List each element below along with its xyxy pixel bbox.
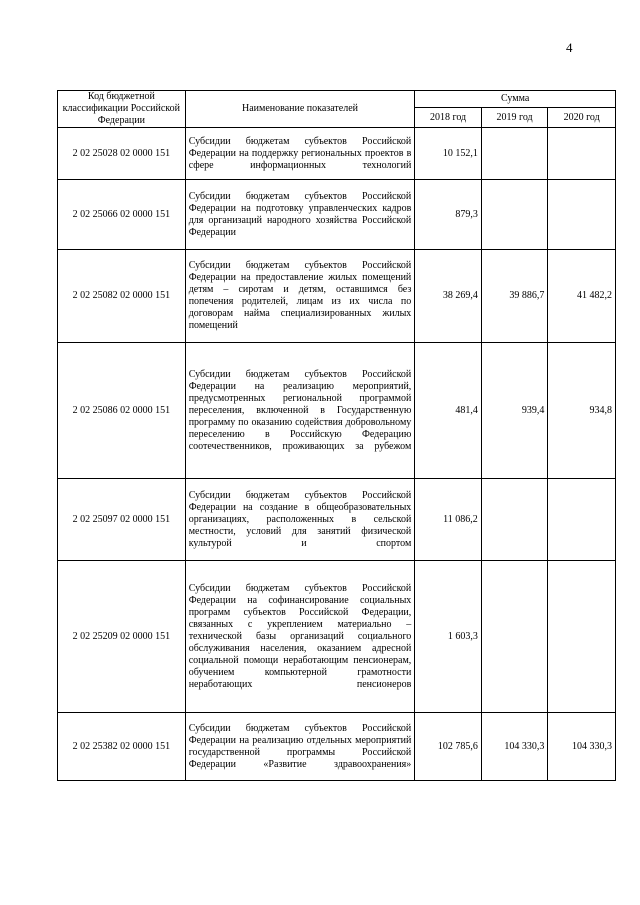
row-code: 2 02 25209 02 0000 151 xyxy=(58,561,186,713)
row-value-2020 xyxy=(548,180,616,250)
table-row xyxy=(58,713,616,781)
row-value-2018: 1 603,3 xyxy=(415,561,482,713)
row-value-2020: 41 482,2 xyxy=(548,250,616,343)
row-value-2019 xyxy=(481,128,548,180)
header-2018: 2018 год xyxy=(415,108,482,128)
header-sum: Сумма xyxy=(415,91,616,108)
row-value-2020: 934,8 xyxy=(548,343,616,479)
row-code: 2 02 25066 02 0000 151 xyxy=(58,180,186,250)
row-code: 2 02 25382 02 0000 151 xyxy=(58,713,186,781)
row-name: Субсидии бюджетам субъектов Российской Федерации на реализацию отдельных мероприятий государственной программы Российской Федерации «Развитие здравоохранения» xyxy=(185,713,415,781)
row-value-2018: 879,3 xyxy=(415,180,482,250)
row-code: 2 02 25082 02 0000 151 xyxy=(58,250,186,343)
row-value-2020 xyxy=(548,561,616,713)
header-2019: 2019 год xyxy=(481,108,548,128)
row-value-2019 xyxy=(481,479,548,561)
row-name: Субсидии бюджетам субъектов Российской Федерации на подготовку управленческих кадров для организаций народного хозяйства Российской Федерации xyxy=(185,180,415,250)
row-value-2019: 39 886,7 xyxy=(481,250,548,343)
table-row xyxy=(58,128,616,180)
row-value-2018: 481,4 xyxy=(415,343,482,479)
table-row xyxy=(58,479,616,561)
table-row xyxy=(58,180,616,250)
row-code: 2 02 25028 02 0000 151 xyxy=(58,128,186,180)
row-value-2020 xyxy=(548,479,616,561)
header-2020: 2020 год xyxy=(548,108,616,128)
table-row xyxy=(58,561,616,713)
row-value-2019: 104 330,3 xyxy=(481,713,548,781)
row-name: Субсидии бюджетам субъектов Российской Федерации на поддержку региональных проектов в сфере информационных технологий xyxy=(185,128,415,180)
row-code: 2 02 25097 02 0000 151 xyxy=(58,479,186,561)
row-value-2018: 10 152,1 xyxy=(415,128,482,180)
header-code: Код бюджетной классификации Российской Федерации xyxy=(58,91,186,128)
row-value-2019 xyxy=(481,561,548,713)
row-value-2018: 102 785,6 xyxy=(415,713,482,781)
row-name: Субсидии бюджетам субъектов Российской Федерации на создание в общеобразовательных организациях, расположенных в сельской местности, условий для занятий физической культурой и спортом xyxy=(185,479,415,561)
row-value-2018: 38 269,4 xyxy=(415,250,482,343)
row-value-2019: 939,4 xyxy=(481,343,548,479)
row-name: Субсидии бюджетам субъектов Российской Федерации на софинансирование социальных программ субъектов Российской Федерации, связанных с укреплением материально – технической базы организаций социального обслуживания населения, оказанием адресной социальной помощи неработающим пенсионерам, обучением компьютерной грамотности неработающих пенсионеров xyxy=(185,561,415,713)
page-number: 4 xyxy=(566,40,573,55)
table-header-row xyxy=(58,91,616,108)
row-name: Субсидии бюджетам субъектов Российской Федерации на предоставление жилых помещений детям – сиротам и детям, оставшимся без попечения родителей, лицам из их числа по договорам найма специализированных жилых помещений xyxy=(185,250,415,343)
row-value-2020 xyxy=(548,128,616,180)
header-name: Наименование показателей xyxy=(185,91,415,128)
row-value-2019 xyxy=(481,180,548,250)
row-code: 2 02 25086 02 0000 151 xyxy=(58,343,186,479)
table-row xyxy=(58,250,616,343)
table-row xyxy=(58,343,616,479)
row-value-2020: 104 330,3 xyxy=(548,713,616,781)
row-value-2018: 11 086,2 xyxy=(415,479,482,561)
budget-table xyxy=(57,90,616,781)
row-name: Субсидии бюджетам субъектов Российской Федерации на реализацию мероприятий, предусмотренных региональной программой переселения, включенной в Государственную программу по оказанию содействия добровольному переселению в Российскую Федерацию соотечественников, проживающих за рубежом xyxy=(185,343,415,479)
